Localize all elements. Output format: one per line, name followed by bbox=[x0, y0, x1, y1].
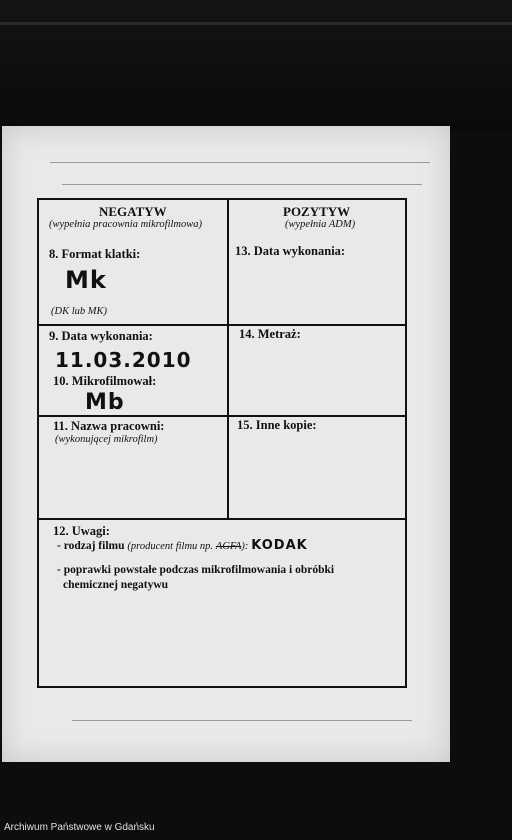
film-type-line bbox=[57, 538, 308, 553]
archive-footer-label: Archiwum Państwowe w Gdańsku bbox=[4, 822, 155, 833]
row-divider bbox=[39, 324, 405, 326]
microfilm-form-table bbox=[37, 198, 407, 688]
format-hint: (DK lub MK) bbox=[51, 306, 107, 317]
format-value-handwritten: Mk bbox=[65, 266, 107, 294]
negative-date-value-handwritten: 11.03.2010 bbox=[55, 348, 192, 372]
remarks-label: 12. Uwagi: bbox=[53, 524, 110, 538]
workshop-hint: (wykonującej mikrofilm) bbox=[55, 434, 158, 445]
filmed-by-label: 10. Mikrofilmował: bbox=[53, 374, 157, 388]
length-label: 14. Metraż: bbox=[239, 327, 301, 341]
paper-faint-line bbox=[62, 184, 422, 185]
row-divider bbox=[39, 415, 405, 417]
format-label: 8. Format klatki: bbox=[49, 247, 141, 261]
film-type-hint-end: ): bbox=[241, 541, 249, 552]
positive-date-label: 13. Data wykonania: bbox=[235, 244, 346, 258]
film-type-hint-struck: AGFA bbox=[215, 541, 242, 552]
scan-background-top bbox=[0, 0, 512, 130]
corrections-line-1: - poprawki powstałe podczas mikrofilmowania i obróbki bbox=[57, 564, 335, 576]
corrections-line-2: chemicznej negatywu bbox=[63, 579, 169, 591]
negative-date-label: 9. Data wykonania: bbox=[49, 329, 153, 343]
film-type-prefix: - rodzaj filmu bbox=[57, 540, 125, 552]
negatyw-heading: NEGATYW bbox=[99, 204, 167, 219]
workshop-label: 11. Nazwa pracowni: bbox=[53, 419, 165, 433]
filmed-by-value-handwritten: Mb bbox=[85, 390, 125, 415]
paper-faint-line bbox=[50, 162, 430, 163]
film-type-hint: (producent filmu np. bbox=[127, 541, 214, 552]
column-divider bbox=[227, 200, 229, 520]
negatyw-subheading: (wypełnia pracownia mikrofilmowa) bbox=[49, 219, 203, 230]
pozytyw-heading: POZYTYW bbox=[283, 204, 351, 219]
paper-faint-line bbox=[72, 720, 412, 721]
other-copies-label: 15. Inne kopie: bbox=[237, 418, 317, 432]
row-divider bbox=[39, 518, 405, 520]
film-type-value-handwritten: KODAK bbox=[251, 538, 308, 553]
pozytyw-subheading: (wypełnia ADM) bbox=[285, 219, 356, 230]
